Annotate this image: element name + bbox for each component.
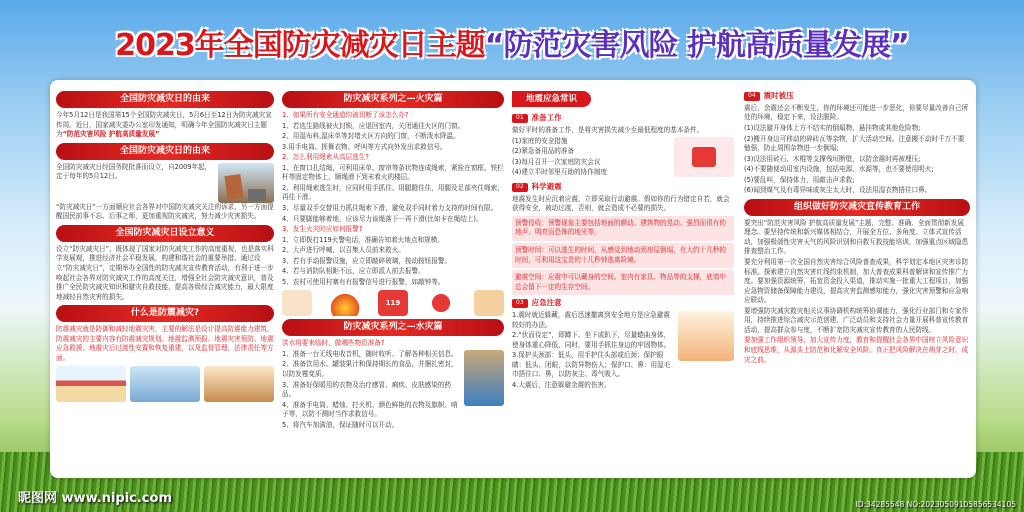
attention-block xyxy=(512,311,734,391)
section-number: 02 xyxy=(512,183,528,192)
answer-line: 1、在窗口扎结绳，可利用床单、窗帘等条状物连成绳索，紧拴在窗框、铁栏杆等固定物体上，顺绳滑下到未着火的楼层。 xyxy=(282,163,504,182)
page-title xyxy=(0,20,1024,64)
watermark-logo xyxy=(18,487,172,506)
section-tab: 地震应急常识 xyxy=(512,91,591,107)
alarm-bell-icon xyxy=(426,290,456,316)
paragraph: 设立“防灾减灾日”，既体现了国家对防灾减灾工作的高度重视，也是落实科学发展观，推进经济社会平稳发展，构建和谐社会的重要举措。通过设立“防灾减灾日”，定期举办全国性的防灾减灾宣传教育活动，有利于进一步唤起社会各界对防灾减灾工作的高度关注，增强全社会防灾减灾意识，普及推广全民防灾减灾知识和避灾自救技能，提高各级综合减灾能力，最大限度地减轻自然灾害的损失。 xyxy=(56,244,274,301)
question: 洪水将要来临时，做哪些物资准备? xyxy=(282,339,385,348)
question: 2、怎么利用绳索从高层逃生? xyxy=(282,153,369,162)
question: 1、如果所有安全通道均被切断了该怎么办? xyxy=(282,111,409,120)
section-heading: 组织做好防灾减灾宣传教育工作 xyxy=(744,199,970,216)
illustration-strip xyxy=(56,366,274,402)
paragraph: 做好平时的准备工作，是将灾害损失减少至最低程度的基本条件。 xyxy=(512,126,704,135)
paragraph xyxy=(56,111,274,140)
column-earthquake xyxy=(512,88,734,472)
person-icon xyxy=(282,290,312,316)
answer-line: 1、立即拨打119火警电话，准确告知着火地点和规模。 xyxy=(282,235,444,244)
section-heading: 全国防灾减灾日设立意义 xyxy=(56,225,274,242)
section-heading: 什么是防震减灾? xyxy=(56,305,274,322)
subsection-header xyxy=(512,298,734,309)
list-item: (5)要乱叫，保持体力，用敲击声求救; xyxy=(744,175,855,184)
list-item: (6)闻到煤气及有毒异味或灰尘太大时，设法用湿衣物捂住口鼻。 xyxy=(744,186,932,195)
paragraph: 防震减灾就是防御和减轻地震灾害，主要的解法是设计提高防震能力建筑，防震减灾的主要内容有防震减灾规划、地震监测预报、地震灾害预防、地震应急救援、地震灾后过渡性安置和恢复重建，以及监督管理、法律责任等方面。 xyxy=(56,325,274,362)
paragraph: 要充分利用第一次全国自然灾害综合风险普查成果，科学划定本地区灾害诊防标准。探索建立自然灾害红线约束机制，加大普查成果科普解读和宣传推广力度。要加强资源统筹，拓宽资金投入渠道，推动实施一批重大工程项目，加强应急物资储备保障能力建设，提高灾害监测感知能力，强化灾害预警和应急响应联动。 xyxy=(744,258,969,305)
list-item: (2)紧急备用品的准备 xyxy=(512,147,575,156)
origin-block xyxy=(56,163,274,203)
list-item: (3)每月召开一次家庭防灾会议 xyxy=(512,157,601,166)
list-item: (4)建立平时邻里互助的协作制度 xyxy=(512,168,608,177)
answer-line: 4、若与消防队相距不远，应立即派人前去报警。 xyxy=(282,267,425,276)
section-heading: 防灾减灾系列之—水灾篇 xyxy=(282,319,504,336)
title-year-part: 2023年全国防灾减灾日主题 xyxy=(115,28,485,63)
question: 3、发生火灾时应如何报警? xyxy=(282,225,363,234)
subsection-title: 准备工作 xyxy=(531,113,562,123)
first-aid-kit-illustration xyxy=(674,137,734,177)
answer-line: 2、大声进行呼喊，以召集人员前来救火。 xyxy=(282,246,405,255)
section-number: 01 xyxy=(512,114,528,123)
list-item: 震后，余震还会不断发生，你的环境还可能进一步恶化，你要尽量改善自己所处的环境，稳定下来，设法脱险。 xyxy=(744,103,969,122)
answer-line: 5、农村可使用村寨有有报警信号进行报警，如敲钟等。 xyxy=(282,277,445,286)
subsection-header xyxy=(512,113,734,124)
section-number: 03 xyxy=(512,299,528,308)
image-id-label: ID:34285548 NO:20230509105856534105 xyxy=(855,500,1016,510)
column-origin xyxy=(56,88,274,472)
list-item: 4.大震后，注意躲避余震的伤害。 xyxy=(512,380,611,389)
poster-board xyxy=(50,80,976,478)
subsection-title: 震时被压 xyxy=(763,91,794,100)
subsection-header xyxy=(744,91,970,102)
water-block xyxy=(282,350,504,431)
answer-line: 2、准备饮用水、罐装果汁和保持期长的食品，并捆扎密封，以防发霉变质。 xyxy=(282,360,458,379)
phone-119-icon: 119 xyxy=(378,290,408,316)
list-item: 2.“伏而待定”，即蹲下、坐下或趴下，尽量蜷曲身体，使身体重心降低，同时，要用手抓住身边的牢固物体。 xyxy=(512,331,671,349)
list-item: (1)家庭的安全措施 xyxy=(512,136,568,145)
paragraph-text: 今年5月12日是我国第15个全国防灾减灾日，5月6日至12日为防灾减灾宣传周。近日，国家减灾委办公室印发通知，明确今年全国防灾减灾日主题为 xyxy=(56,111,272,139)
answer-line: 4、只要脚能够着地，应该尽力该绳落下一再下滑(比如卡在绳结上)。 xyxy=(282,214,483,223)
title-theme-part: “防范灾害风险 护航高质量发展” xyxy=(484,28,909,63)
list-item: (3)设法用砖石、木棍等支撑残垣断壁，以防余震时再被埋压; xyxy=(744,154,921,163)
list-item: (4)不要随便动用室内设施，包括电源、水源等，也不要使用明火; xyxy=(744,165,934,174)
flood-illustration xyxy=(464,350,504,406)
paragraph: 要增强防灾减灾救灾相关议事协调机构统筹协调能力，强化行业部门和专家作用，持续推进综合减灾示范创建，广泛动员和支持社会力量开展科普宣传教育活动，提高群众参与度，不断扩宽防灾减灾宣传教育的人民防线。 xyxy=(744,306,969,334)
fire-icon-strip xyxy=(282,290,504,316)
house-illustration xyxy=(56,366,126,402)
answer-line: 1、准备一台无线电收音机，随时收听、了解各种相关信息。 xyxy=(282,349,458,358)
paragraph: 地震发生时应沉着应震，立即采取行动避震。假如你的行为错定自若，就会获得安全，被动过渡，否则，就会造成不必要的损失。 xyxy=(512,194,730,213)
paragraph: “防灾减灾日”一方面顺应社会各界对中国防灾减灾关注的诉求，另一方面提醒国民前事不忘、后事之师，更加重视防灾减灾，努力减少灾害损失。 xyxy=(56,202,274,221)
crouching-child-illustration xyxy=(678,311,734,361)
list-item: 1.震时就近躲藏，震后迅速撤离到安全地方是应急避震较好的办法。 xyxy=(512,311,670,329)
column-fire-water xyxy=(282,88,504,472)
paragraph: 要加强工作组织领导，加大宣传力度，教育和提醒社会各界中国树立风险意识和底线思维，从源头上防范和化解安全风险。真正把风险解决在萌芽之时、成灾之前。 xyxy=(744,336,969,364)
section-heading: 全国防灾减灾日的由来 xyxy=(56,91,274,108)
theme-highlight: “防范灾害风险 护航高质量发展” xyxy=(62,130,160,139)
answer-line: 3、准备好保暖用的衣物及治疗感冒、痢疾、皮肤感染的药品。 xyxy=(282,380,452,399)
section-heading: 全国防灾减灾日的由来 xyxy=(56,143,274,160)
list-item: (1)设法避开身体上方不结实的倒塌物，悬挂物或其他危险物; xyxy=(744,123,921,132)
list-item: 3.保护头颈部：低头，用手护住头部或后颈；保护眼睛：低头、闭眼，以防异物伤人；保护口、鼻：用湿毛巾捂住口、鼻，以防灰尘、毒气吸入。 xyxy=(512,351,671,379)
subsection-title: 科学避震 xyxy=(531,181,562,191)
answer-line: 3.用手电筒、挥舞衣物、呼叫等方式向外发出求救信号。 xyxy=(282,142,447,151)
paragraph: 要突出“防范灾害风险 护航高质量发展”主题，完整、准确、全面贯彻新发展理念。要坚持传统和新兴媒体相结合，开展全方位、多角度、立体式宣传活动，加强极端性灾害天气的风险识别和自救互救技能培训，加强重点区域隐患排查整治工作。 xyxy=(744,218,969,256)
answer-line: 2、利用绳索逃生时，应同时用手抓住、用腿蹬住住，用腿及足部夹住绳索，再往下滑。 xyxy=(282,183,504,202)
prep-block xyxy=(512,137,734,179)
rescue-illustration xyxy=(130,366,200,402)
warning-box: 预警役收：预警现象主要包括地面的颤动、建筑物的晃动、强烈而很有的地声、明亮而恐怖的地光等。 xyxy=(512,216,734,241)
paragraph: 全国防灾减灾日经国务院批准而设立，自2009年起，定于每年的5月12日。 xyxy=(56,162,212,181)
list-item: (2)搬开身边可移动的碎砖瓦等杂物，扩大活动空间。注意搬不动时千万不要勉强，防止周围杂物进一步倒塌; xyxy=(744,134,965,153)
firefighter-icon xyxy=(474,290,504,316)
answer-line: 3、尽量双手交替用力抓住绳索下滑，避免双手同时着力支持的时间有限。 xyxy=(282,203,498,212)
answer-line: 4、准备手电筒、蜡烛、打火机、颜色鲜艳的衣物及旗帜、哨子等，以防不测时当作求救信号。 xyxy=(282,400,458,419)
answer-line: 5、将汽车加满油，保证随时可以开动。 xyxy=(282,420,399,429)
subsection-title: 应急注意 xyxy=(531,298,562,308)
child-under-desk-illustration xyxy=(204,366,274,402)
answer-line: 1、若选生路线被火封锁，应退回室内，关闭通往火区的门窗。 xyxy=(282,121,465,130)
collapsed-building-illustration xyxy=(218,163,274,203)
watermark-url: www.nipic.com xyxy=(61,491,172,506)
section-number: 04 xyxy=(744,92,760,101)
watermark-text: 昵图网 xyxy=(18,491,58,506)
warning-box: 避震空间：应震中可以藏身的空间。室内有家具、物品等的支撑，底墙中总会留下一定的生存空间。 xyxy=(512,270,734,295)
section-heading: 防灾减灾系列之—火灾篇 xyxy=(282,91,504,108)
subsection-header xyxy=(512,182,734,193)
answer-line: 2、用湿布料,湿床单等封堵火区方向的门窗，不断泼水降温。 xyxy=(282,132,460,141)
warning-box: 预警时间：可以逃生的时间，从感觉到地动到房屋倒塌，有大约十几秒的时间，可利用这宝贵的十几秒钟逃离险境。 xyxy=(512,243,734,268)
column-trapped-education xyxy=(744,88,970,472)
fire-icon xyxy=(330,290,360,316)
answer-line: 3、若有手动报警设施，应立即敲碎玻璃，按动按钮报警。 xyxy=(282,256,452,265)
